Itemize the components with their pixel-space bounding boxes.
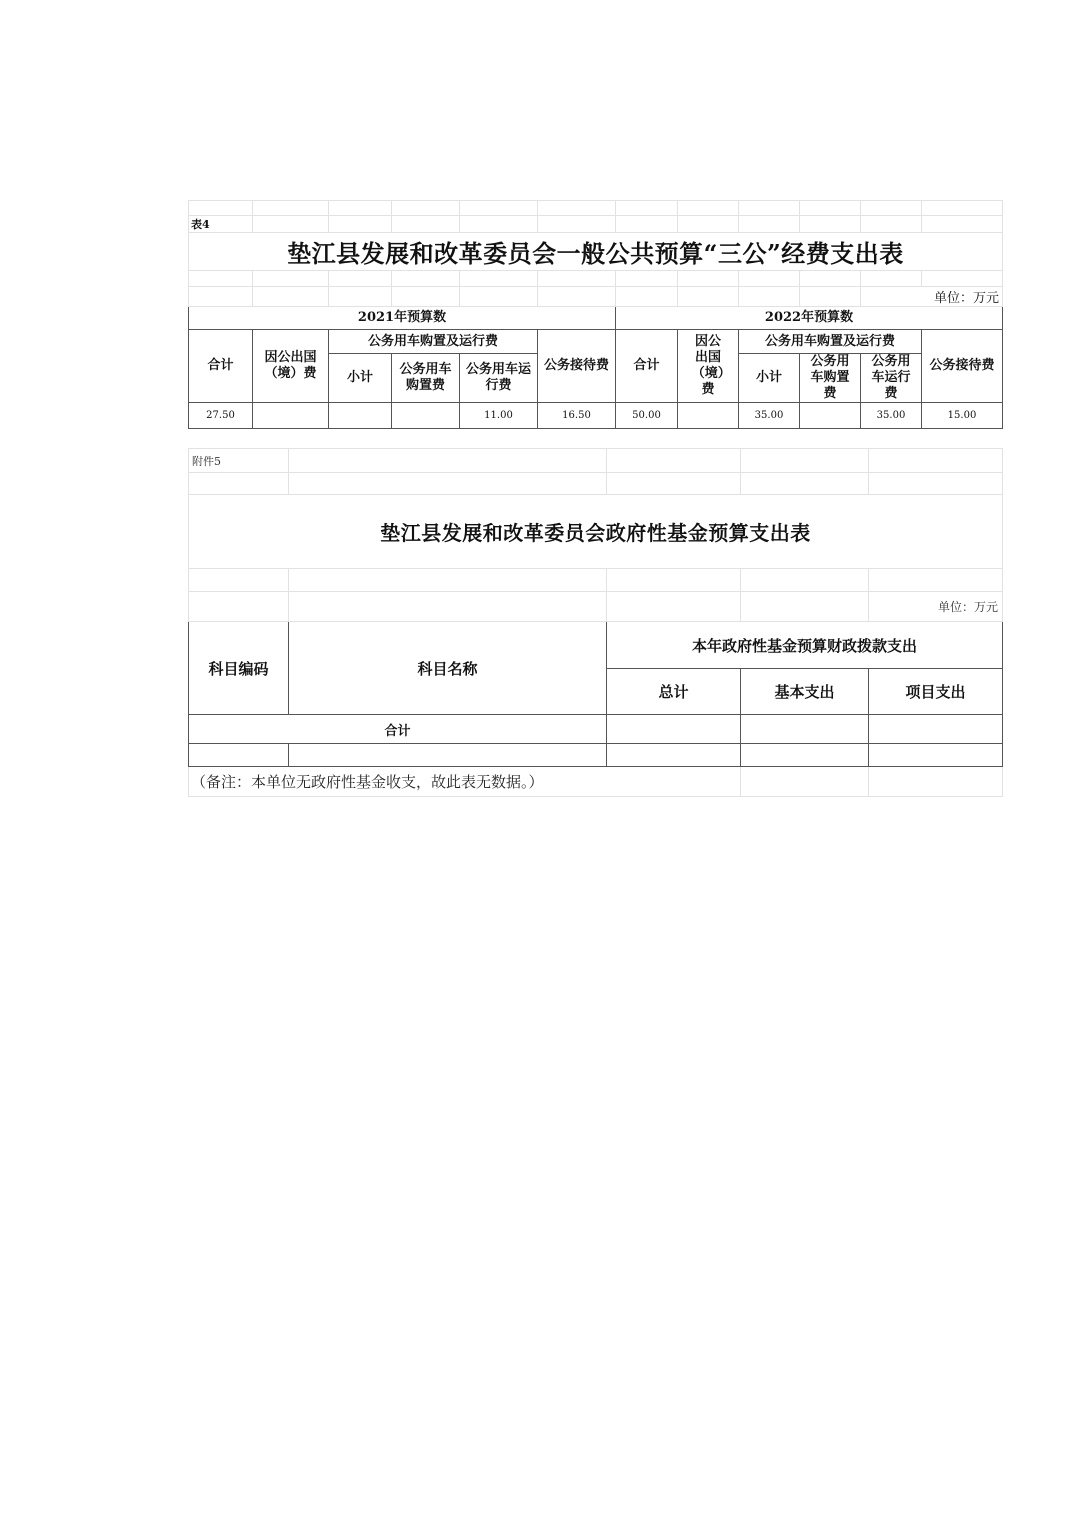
header-2022-vehicle-purchase: 公务用车购置费 bbox=[800, 354, 861, 403]
header-2022-vehicle-group: 公务用车购置及运行费 bbox=[739, 330, 922, 354]
table4-label: 表4 bbox=[189, 216, 253, 233]
header-2021-total: 合计 bbox=[189, 330, 253, 403]
header-total: 总计 bbox=[607, 669, 741, 715]
value-2021-abroad bbox=[253, 403, 329, 429]
table5-note: （备注：本单位无政府性基金收支，故此表无数据。） bbox=[189, 767, 741, 797]
value-2021-subtotal bbox=[329, 403, 392, 429]
header-2021-subtotal: 小计 bbox=[329, 354, 392, 403]
value-2022-vehicle-running: 35.00 bbox=[861, 403, 922, 429]
value-2022-abroad bbox=[678, 403, 739, 429]
header-subject-code: 科目编码 bbox=[189, 622, 289, 715]
header-basic-expenditure: 基本支出 bbox=[741, 669, 869, 715]
value-2022-subtotal: 35.00 bbox=[739, 403, 800, 429]
header-2021-vehicle-group: 公务用车购置及运行费 bbox=[329, 330, 538, 354]
value-2022-total: 50.00 bbox=[616, 403, 678, 429]
table5-unit: 单位：万元 bbox=[869, 592, 1003, 622]
header-2022: 2022年预算数 bbox=[616, 307, 1003, 330]
header-2021: 2021年预算数 bbox=[189, 307, 616, 330]
value-2021-vehicle-running: 11.00 bbox=[460, 403, 538, 429]
value-2021-vehicle-purchase bbox=[392, 403, 460, 429]
value-2021-total: 27.50 bbox=[189, 403, 253, 429]
table5-label: 附件5 bbox=[189, 449, 289, 473]
header-subject-name: 科目名称 bbox=[289, 622, 607, 715]
value-2022-vehicle-purchase bbox=[800, 403, 861, 429]
header-2022-reception: 公务接待费 bbox=[922, 330, 1003, 403]
table5-title: 垫江县发展和改革委员会政府性基金预算支出表 bbox=[189, 495, 1003, 569]
table4-unit: 单位：万元 bbox=[861, 287, 1003, 307]
government-fund-budget-table bbox=[188, 448, 1003, 797]
header-2022-abroad: 因公出国（境）费 bbox=[678, 330, 739, 403]
header-2021-abroad: 因公出国（境）费 bbox=[253, 330, 329, 403]
value-2021-reception: 16.50 bbox=[538, 403, 616, 429]
header-2021-vehicle-purchase: 公务用车购置费 bbox=[392, 354, 460, 403]
header-2021-vehicle-running: 公务用车运行费 bbox=[460, 354, 538, 403]
sum-row-label: 合计 bbox=[189, 715, 607, 744]
header-2022-total: 合计 bbox=[616, 330, 678, 403]
header-2022-subtotal: 小计 bbox=[739, 354, 800, 403]
header-fund-expenditure: 本年政府性基金预算财政拨款支出 bbox=[607, 622, 1003, 669]
table4-title: 垫江县发展和改革委员会一般公共预算“三公”经费支出表 bbox=[189, 233, 1003, 271]
header-2022-vehicle-running: 公务用车运行费 bbox=[861, 354, 922, 403]
header-2021-reception: 公务接待费 bbox=[538, 330, 616, 403]
value-2022-reception: 15.00 bbox=[922, 403, 1003, 429]
header-project-expenditure: 项目支出 bbox=[869, 669, 1003, 715]
three-public-expenses-table bbox=[188, 200, 1003, 429]
